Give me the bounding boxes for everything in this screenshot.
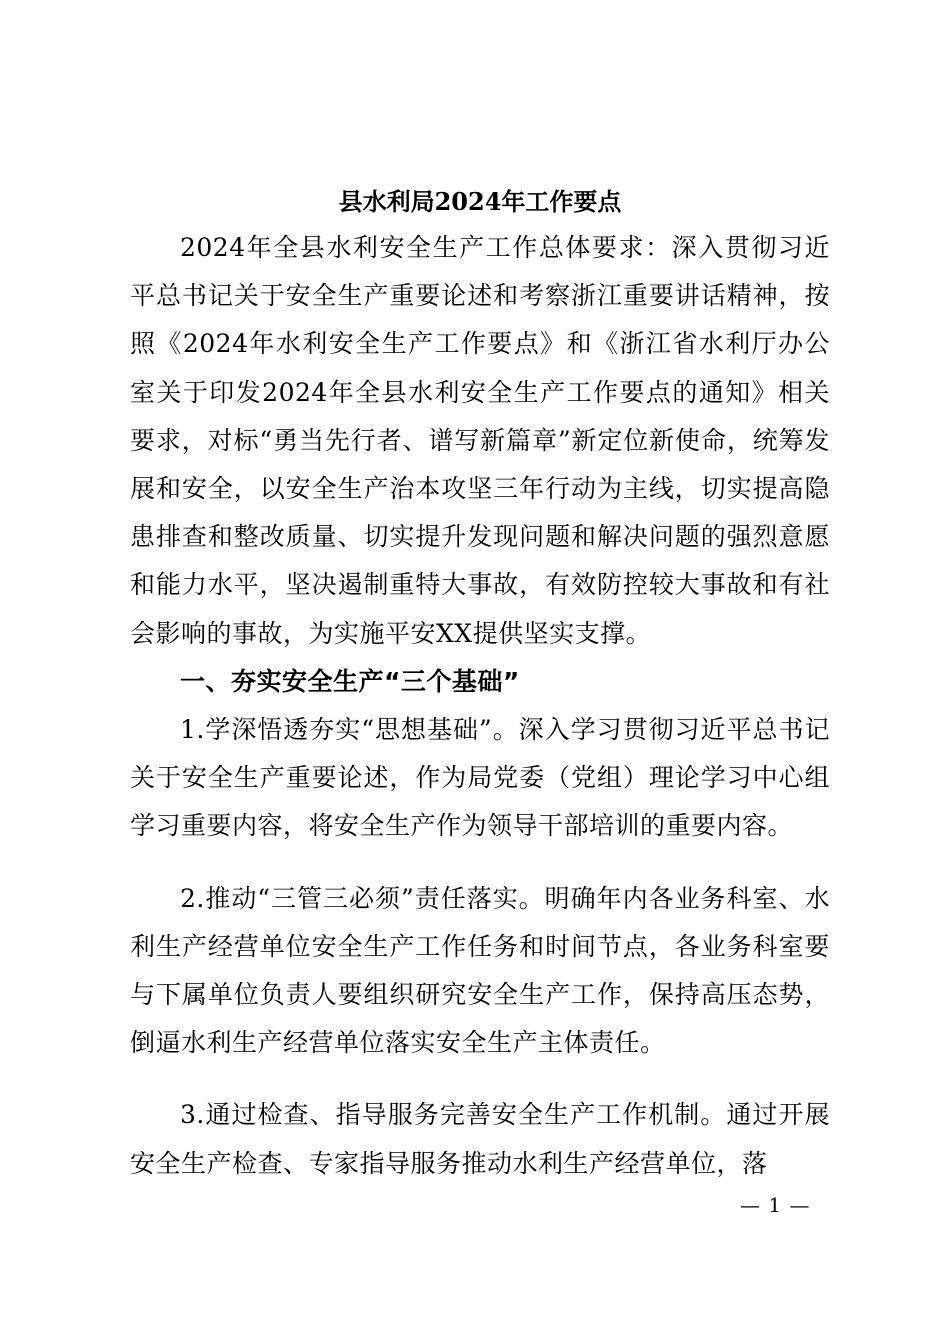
document-body [130, 182, 830, 1188]
section-heading-1: 一、夯实安全生产“三个基础” [180, 666, 520, 696]
paragraph-gap [130, 1067, 830, 1091]
paragraph-gap [130, 851, 830, 875]
item-3-paragraph: 3.通过检查、指导服务完善安全生产工作机制。通过开展安全生产检查、专家指导服务推动水利生产经营单位，落 [130, 1100, 830, 1178]
page-number: — 1 — [740, 1193, 811, 1217]
item-2-paragraph: 2.推动“三管三必须”责任落实。明确年内各业务科室、水利生产经营单位安全生产工作任务和时间节点，各业务科室要与下属单位负责人要组织研究安全生产工作，保持高压态势，倒逼水利生产经营单位落实安全生产主体责任。 [130, 883, 830, 1058]
document-title: 县水利局2024年工作要点 [338, 187, 622, 216]
item-1-paragraph: 1.学深悟透夯实“思想基础”。深入学习贯彻习近平总书记关于安全生产重要论述，作为局党委（党组）理论学习中心组学习重要内容，将安全生产作为领导干部培训的重要内容。 [130, 715, 830, 841]
intro-paragraph: 2024年全县水利安全生产工作总体要求：深入贯彻习近平总书记关于安全生产重要论述和考察浙江重要讲话精神，按照《2024年水利安全生产工作要点》和《浙江省水利厅办公室关于印发2024年全县水利安全生产工作要点的通知》相关要求，对标“勇当先行者、谱写新篇章”新定位新使命，统筹发展和安全，以安全生产治本攻坚三年行动为主线，切实提高隐患排查和整改质量、切实提升发现问题和解决问题的强烈意愿和能力水平，坚决遏制重特大事故，有效防控较大事故和有社会影响的事故，为实施平安XX提供坚实支撑。 [130, 233, 830, 648]
